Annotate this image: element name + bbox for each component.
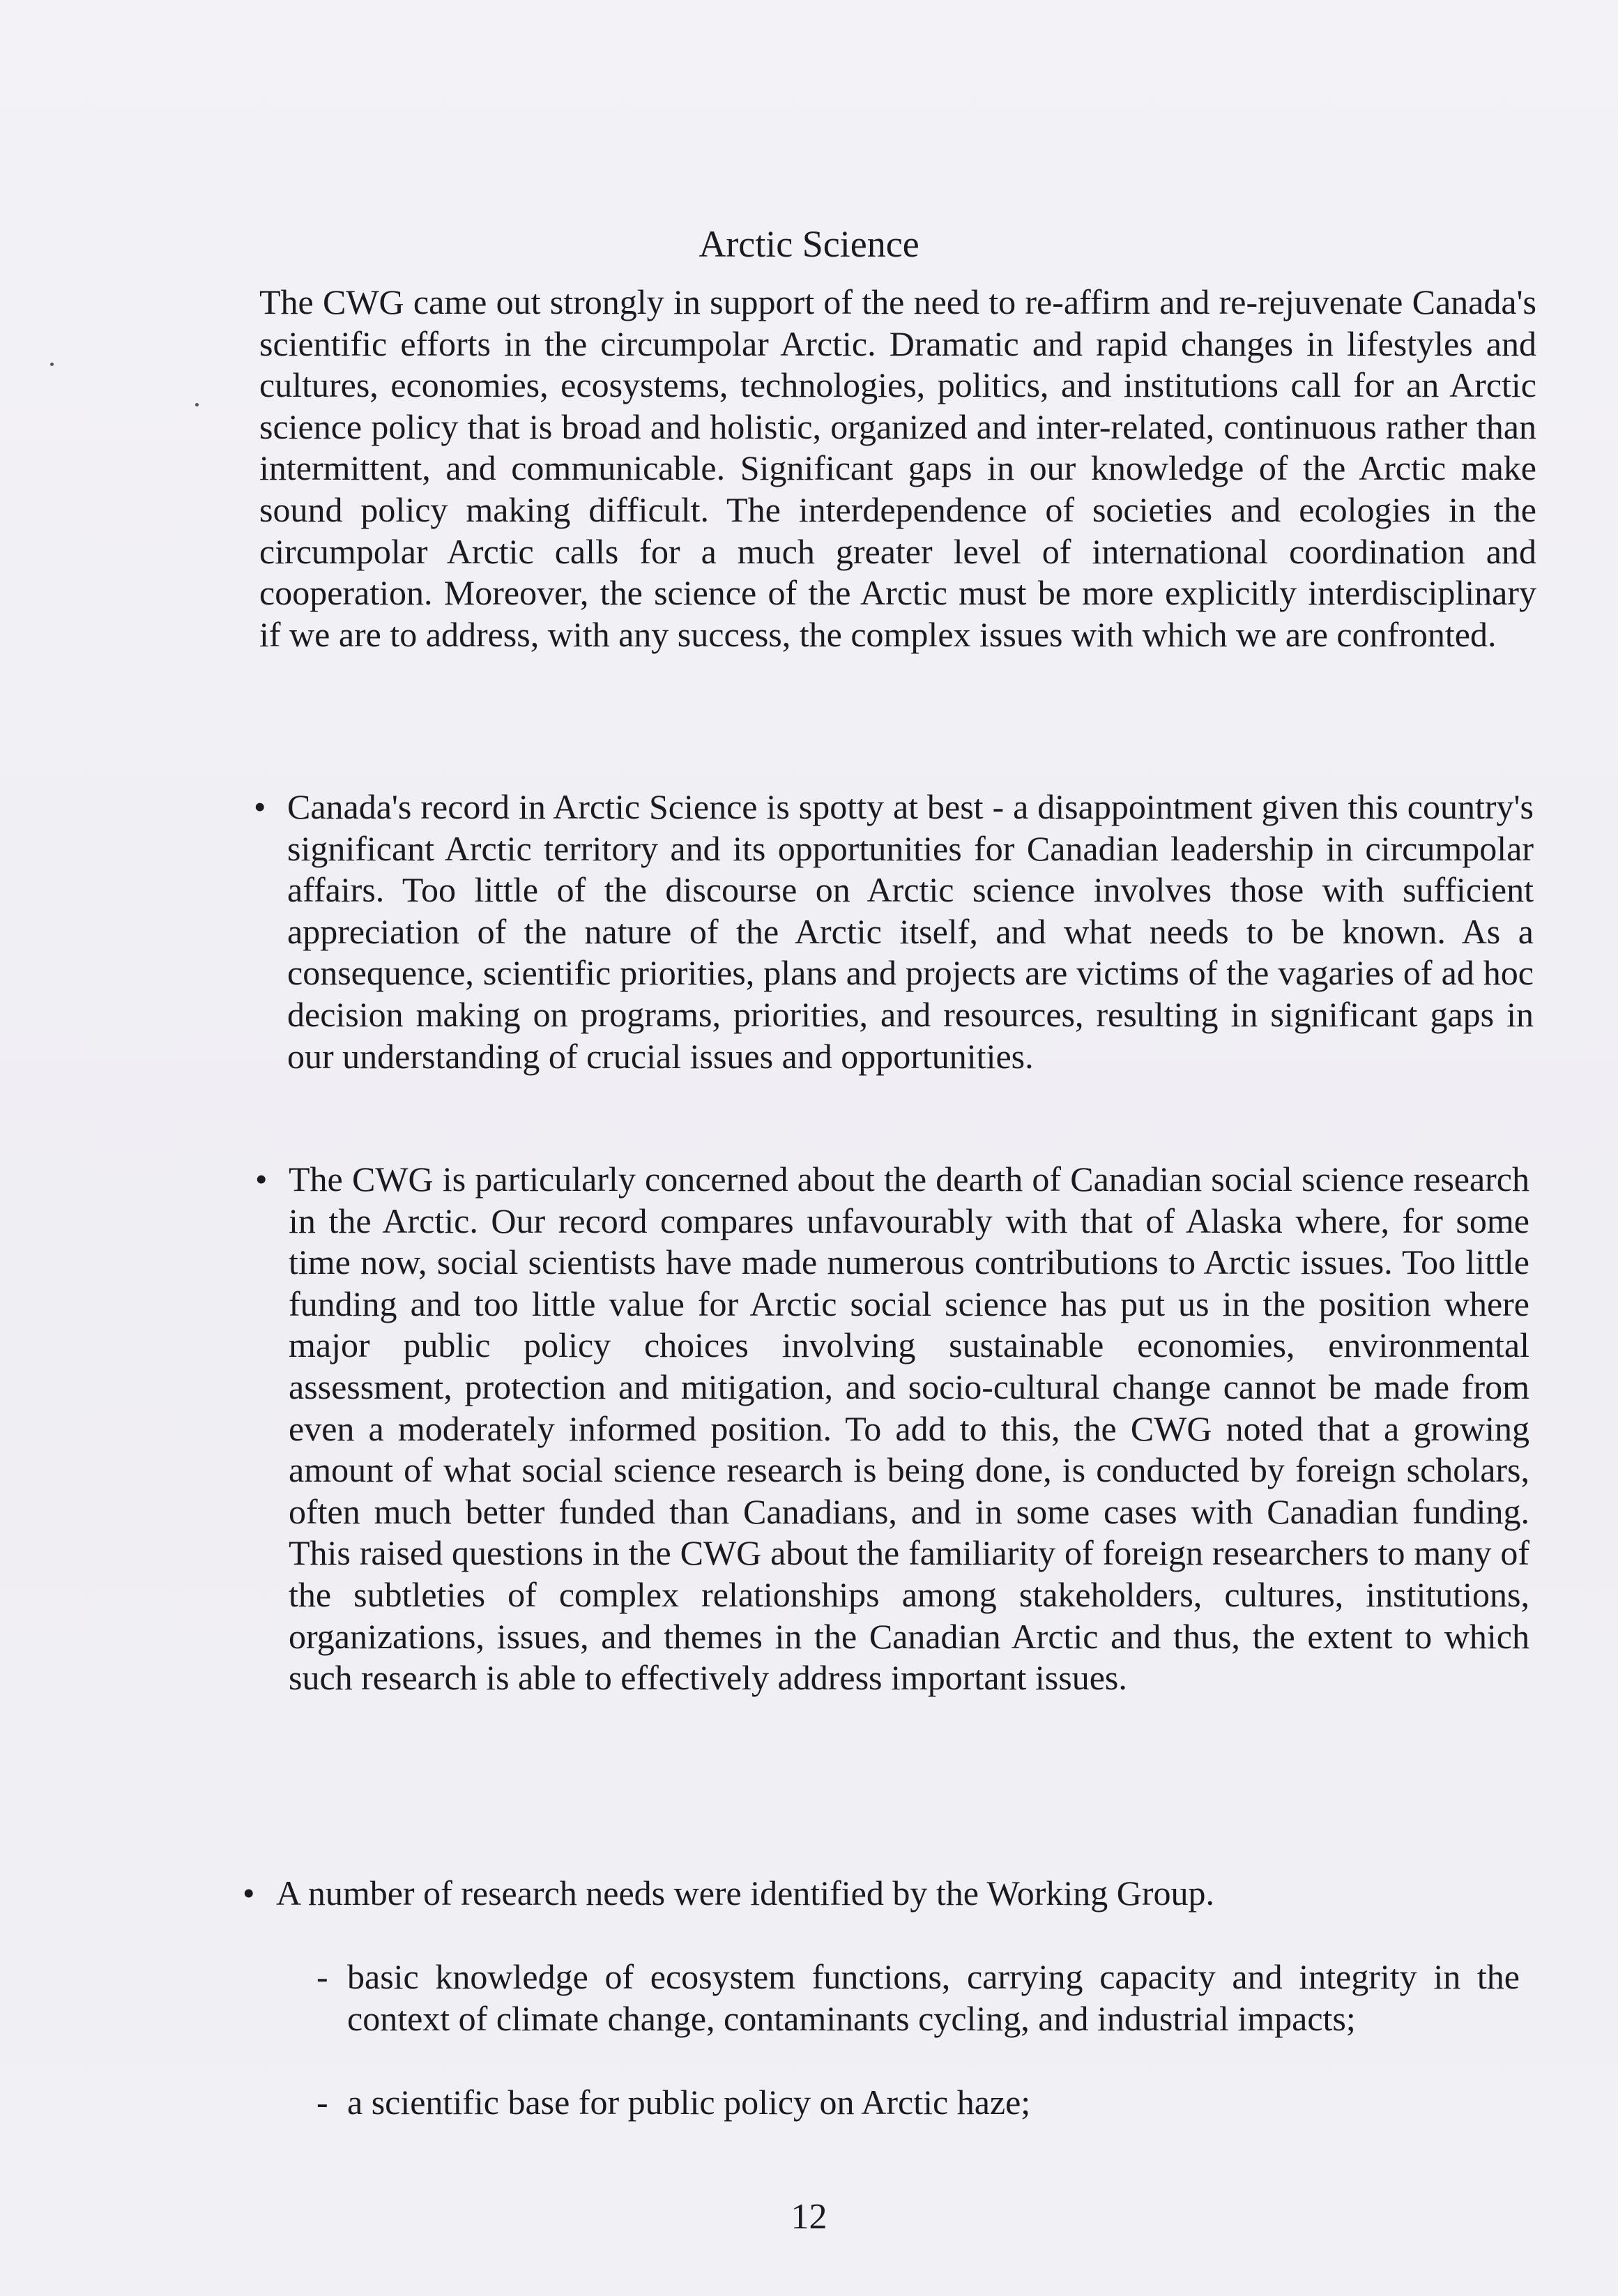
dash-marker: - [316,2083,328,2122]
bullet-item [254,786,1534,1077]
research-need-item [316,2082,1520,2124]
bullet-item [255,1159,1529,1699]
research-need-text: a scientific base for public policy on Arctic haze; [347,2083,1031,2122]
scan-speck [195,403,199,406]
intro-paragraph: The CWG came out strongly in support of the need to re-affirm and re-rejuvenate Canada's scientific efforts in the circumpolar Arctic. Dramatic and rapid changes in lifestyles and cultures, economies, ecosystems, technologies, politics, and institutions call for an Arctic science policy that is broad and holistic, organized and inter-related, continuous rather than intermittent, and communicable. Significant gaps in our knowledge of the Arctic make sound policy making difficult. The interdependence of societies and ecologies in the circumpolar Arctic calls for a much greater level of international coordination and cooperation. Moreover, the science of the Arctic must be more explicitly interdisciplinary if we are to address, with any success, the complex issues with which we are confronted. [259,282,1536,654]
research-need-item [316,1956,1520,2039]
bullet-item [243,1873,1531,1915]
bullet-text: The CWG is particularly concerned about the dearth of Canadian social science research in the Arctic. Our record compares unfavourably with that of Alaska where, for some time now, social scientists have made numerous contributions to Arctic issues. Too little funding and too little value for Arctic social science has put us in the position where major public policy choices involving sustainable economies, environmental assessment, protection and mitigation, and socio-cultural change cannot be made from even a moderately informed position. To add to this, the CWG noted that a growing amount of what social science research is being done, is conducted by foreign scholars, often much better funded than Canadians, and in some cases with Canadian funding. This raised questions in the CWG about the familiarity of foreign researchers to many of the subtleties of complex relationships among stakeholders, cultures, institutions, organizations, issues, and themes in the Canadian Arctic and thus, the extent to which such research is able to effectively address important issues. [289,1160,1529,1698]
bullet-marker: • [255,1160,268,1199]
page-number: 12 [791,2197,827,2237]
bullet-marker: • [254,787,266,826]
dash-marker: - [316,1957,328,1996]
research-need-text: basic knowledge of ecosystem functions, carrying capacity and integrity in the context of climate change, contaminants cycling, and industrial impacts; [347,1957,1520,2038]
bullet-text: Canada's record in Arctic Science is spotty at best - a disappointment given this country's significant Arctic territory and its opportunities for Canadian leadership in circumpolar affairs. Too little of the discourse on Arctic science involves those with sufficient appreciation of the nature of the Arctic itself, and what needs to be known. As a consequence, scientific priorities, plans and projects are victims of the vagaries of ad hoc decision making on programs, priorities, and resources, resulting in significant gaps in our understanding of crucial issues and opportunities. [287,787,1534,1076]
page-title: Arctic Science [699,223,919,266]
bullet-marker: • [243,1873,255,1913]
bullet-text: A number of research needs were identified by the Working Group. [276,1873,1215,1913]
scan-speck [50,363,54,366]
